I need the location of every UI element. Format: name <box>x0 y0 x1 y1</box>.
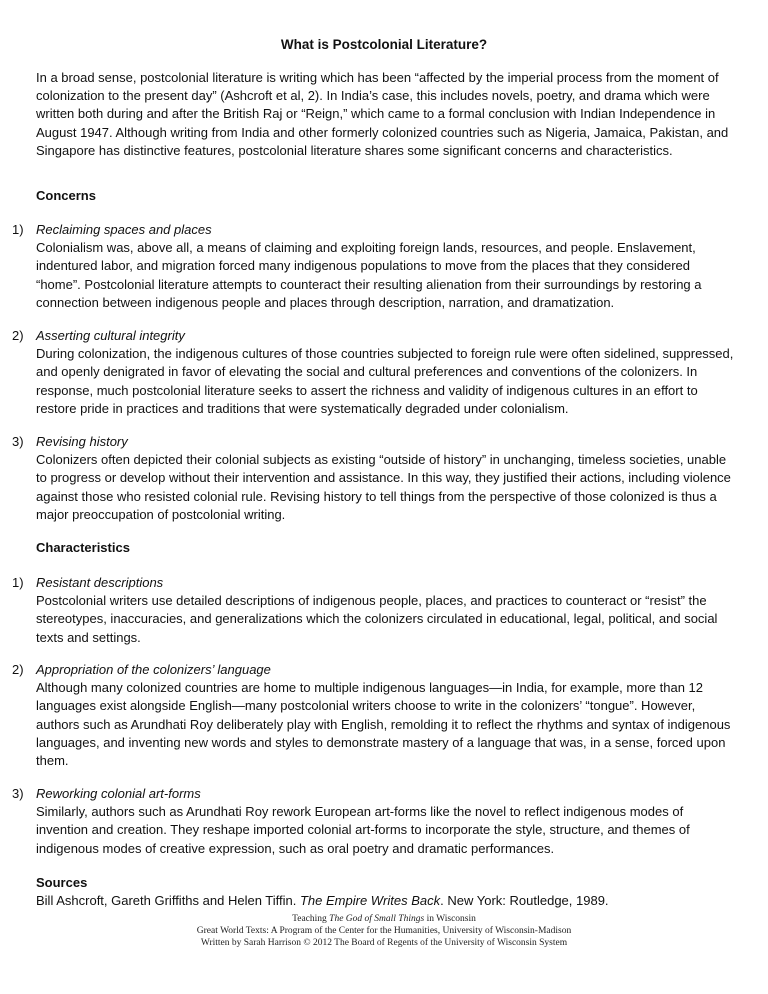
concern-2-number: 2) <box>12 328 24 343</box>
concern-1-title: Reclaiming spaces and places <box>36 222 212 237</box>
page-title: What is Postcolonial Literature? <box>280 37 488 52</box>
concern-1 <box>36 221 736 312</box>
footer-line-1-prefix: Teaching <box>292 914 330 924</box>
characteristic-1-number: 1) <box>12 575 24 590</box>
source-book-title: The Empire Writes Back <box>299 893 441 909</box>
characteristic-1-text: Postcolonial writers use detailed descriptions of indigenous people, places, and practices to counteract or “resist” the stereotypes, inaccuracies, and generalizations which the colonizers circulated in educational, legal, political, and social texts and settings. <box>36 593 718 645</box>
footer-book-title: The God of Small Things <box>329 914 425 924</box>
concern-3-text: Colonizers often depicted their colonial subjects as existing “outside of history” in unchanging, timeless societies, unable to progress or develop without their intervention and assistance. In this way, they justified their actions, including violence against those who resisted colonial rule. Revising history to tell things from the perspective of those colonized is thus a major preoccupation of postcolonial writing. <box>36 452 731 522</box>
page-footer <box>0 913 768 949</box>
footer-line-1 <box>0 913 768 925</box>
sources-section <box>36 874 736 910</box>
footer-line-1-suffix: in Wisconsin <box>424 914 476 924</box>
characteristic-2-number: 2) <box>12 662 24 677</box>
intro-paragraph: In a broad sense, postcolonial literature is writing which has been “affected by the imperial process from the moment of colonization to the present day” (Ashcroft et al, 2). In India’s case, this includes novels, poetry, and drama which were written both during and after the British Raj or “Reign,” which came to a formal conclusion with Indian Independence in August 1947. Although writing from India and other formerly colonized countries such as Nigeria, Jamaica, Pakistan, and Singapore has distinctive features, postcolonial literature shares some significant concerns and characteristics. <box>36 70 729 158</box>
footer-line-3: Written by Sarah Harrison © 2012 The Board of Regents of the University of Wisconsin System <box>200 938 568 948</box>
source-publisher: . New York: Routledge, 1989. <box>440 893 609 909</box>
sources-heading: Sources <box>36 875 88 890</box>
concern-3-number: 3) <box>12 434 24 449</box>
concern-3-title: Revising history <box>36 434 128 449</box>
characteristic-3-number: 3) <box>12 786 24 801</box>
source-citation <box>36 892 736 910</box>
characteristic-2 <box>36 661 736 770</box>
characteristic-3 <box>36 785 736 858</box>
characteristic-1 <box>36 574 736 647</box>
characteristic-2-title: Appropriation of the colonizers’ language <box>36 662 271 677</box>
concerns-heading: Concerns <box>36 188 96 203</box>
characteristic-3-title: Reworking colonial art-forms <box>36 786 201 801</box>
characteristic-3-text: Similarly, authors such as Arundhati Roy rework European art-forms like the novel to reflect indigenous modes of invention and creation. They reshape imported colonial art-forms to incorporate the style, structure, and themes of indigenous modes of creative expression, such as oral poetry and dramatic performances. <box>36 804 690 856</box>
source-authors: Bill Ashcroft, Gareth Griffiths and Helen Tiffin. <box>36 893 300 909</box>
characteristic-2-text: Although many colonized countries are home to multiple indigenous languages—in India, for example, more than 12 languages exist alongside English—many postcolonial writers choose to write in the colonizers’ “tongue”. However, authors such as Arundhati Roy deliberately play with English, remolding it to reflect the rhythms and syntax of indigenous languages, and inventing new words and styles to demonstrate mastery of a language that was, in a sense, forced upon them. <box>36 680 731 769</box>
concern-1-number: 1) <box>12 222 24 237</box>
concern-1-text: Colonialism was, above all, a means of claiming and exploiting foreign lands, resources, and people. Enslavement, indentured labor, and migration forced many indigenous populations to move from the places that they considered “home”. Postcolonial literature attempts to counteract their resulting alienation from their surroundings by restoring a connection between indigenous people and places through description, narration, and dramatization. <box>36 240 702 310</box>
concern-2-text: During colonization, the indigenous cultures of those countries subjected to foreign rule were often sidelined, suppressed, and openly denigrated in favor of elevating the social and cultural preferences and conventions of the colonizers. In response, much postcolonial literature seeks to assert the richness and validity of indigenous cultures in an effort to restore pride in practices and traditions that were systematically degraded under colonialism. <box>36 346 734 416</box>
concern-3 <box>36 433 736 524</box>
concern-2 <box>36 327 736 418</box>
footer-line-2: Great World Texts: A Program of the Center for the Humanities, University of Wisconsin-Madison <box>196 926 572 936</box>
characteristic-1-title: Resistant descriptions <box>36 575 164 590</box>
characteristics-heading: Characteristics <box>36 540 130 555</box>
concern-2-title: Asserting cultural integrity <box>36 328 185 343</box>
